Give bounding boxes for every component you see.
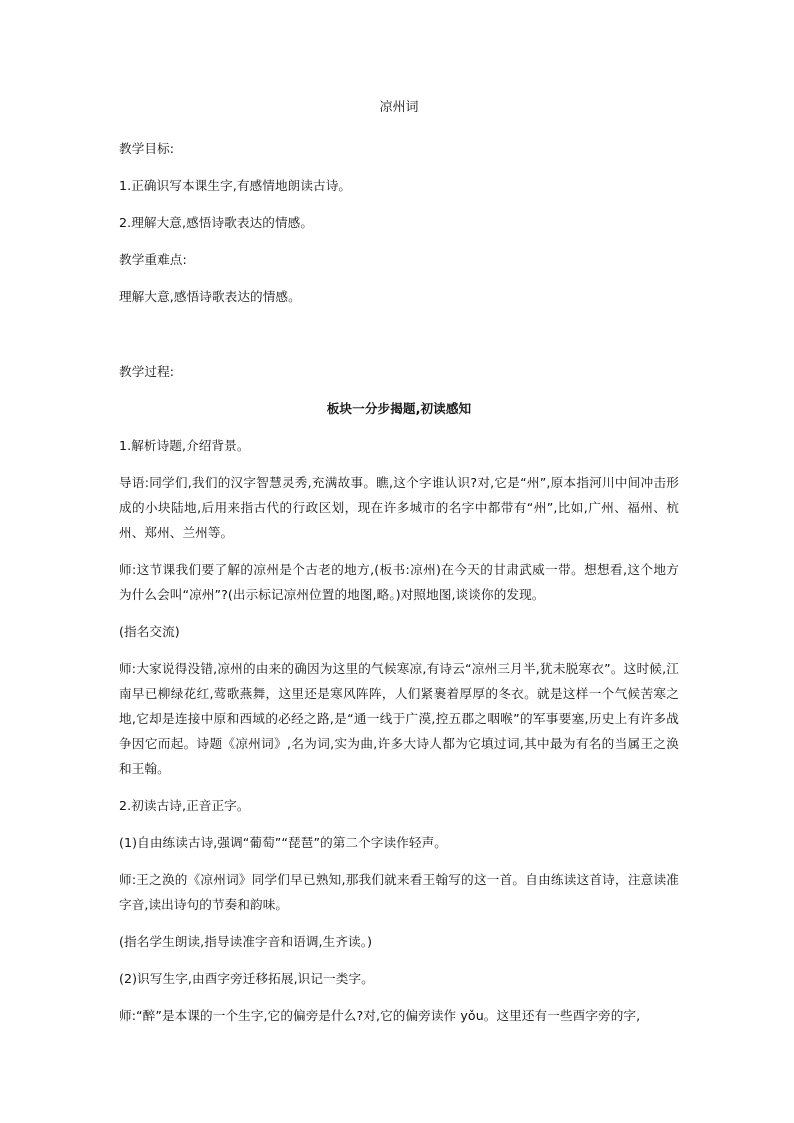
goal-item-2: 2.理解大意,感悟诗歌表达的情感。 <box>119 215 314 230</box>
teacher-paragraph-2: 师:大家说得没错,凉州的由来的确因为这里的气候寒凉,有诗云“凉州三月半,犹未脱寒衣”。这时候,江南早已柳绿花红,莺歌燕舞，这里还是寒风阵阵，人们紧裹着厚厚的冬衣。就是这样一个气候苦寒之地,它却是连接中原和西域的必经之路,是“通一线于广漠,控五郡之咽喉”的军事要塞,历史上有许多战争因它而起。诗题《凉州词》,名为词,实为曲,许多大诗人都为它填过词,其中最为有名的当属王之涣和王翰。 <box>119 661 679 776</box>
sub-step-2: (2)识写生字,由酉字旁迁移拓展,识记一类字。 <box>119 971 374 986</box>
teacher-paragraph-4: 师:“醉”是本课的一个生字,它的偏旁是什么?对,它的偏旁读作 yǒu。这里还有一些酉字旁的字, <box>119 1008 641 1023</box>
goal-item-1: 1.正确识写本课生字,有感情地朗读古诗。 <box>119 178 352 193</box>
teacher-paragraph-1: 师:这节课我们要了解的凉州是个古老的地方,(板书:凉州)在今天的甘肃武威一带。想想看,这个地方为什么会叫“凉州”?(出示标记凉州位置的地图,略。)对照地图,谈谈你的发现。 <box>119 562 679 602</box>
note-2: (指名学生朗读,指导读准字音和语调,生齐读。) <box>119 934 373 949</box>
key-points-text: 理解大意,感悟诗歌表达的情感。 <box>119 289 301 304</box>
note-1: (指名交流) <box>119 624 180 639</box>
document-body <box>119 98 679 1040</box>
process-label: 教学过程: <box>119 364 175 379</box>
section-1-heading: 板块一分步揭题,初读感知 <box>326 401 472 416</box>
sub-step-1: (1)自由练读古诗,强调“葡萄”“琵琶”的第二个字读作轻声。 <box>119 835 448 850</box>
key-points-label: 教学重难点: <box>119 252 187 267</box>
intro-paragraph: 导语:同学们,我们的汉字智慧灵秀,充满故事。瞧,这个字谁认识?对,它是“州”,原本指河川中间冲击形成的小块陆地,后用来指古代的行政区划，现在许多城市的名字中都带有“州”,比如,广州、福州、杭州、郑州、兰州等。 <box>119 475 679 540</box>
page-title: 凉州词 <box>379 100 419 115</box>
section-gap <box>119 321 679 359</box>
teaching-goals-label: 教学目标: <box>119 141 175 156</box>
teacher-paragraph-3: 师:王之涣的《凉州词》同学们早已熟知,那我们就来看王翰写的这一首。自由练读这首诗，注意读准字音,读出诗句的节奏和韵味。 <box>119 872 679 912</box>
step-2-heading: 2.初读古诗,正音正字。 <box>119 798 250 813</box>
step-1-heading: 1.解析诗题,介绍背景。 <box>119 438 250 453</box>
